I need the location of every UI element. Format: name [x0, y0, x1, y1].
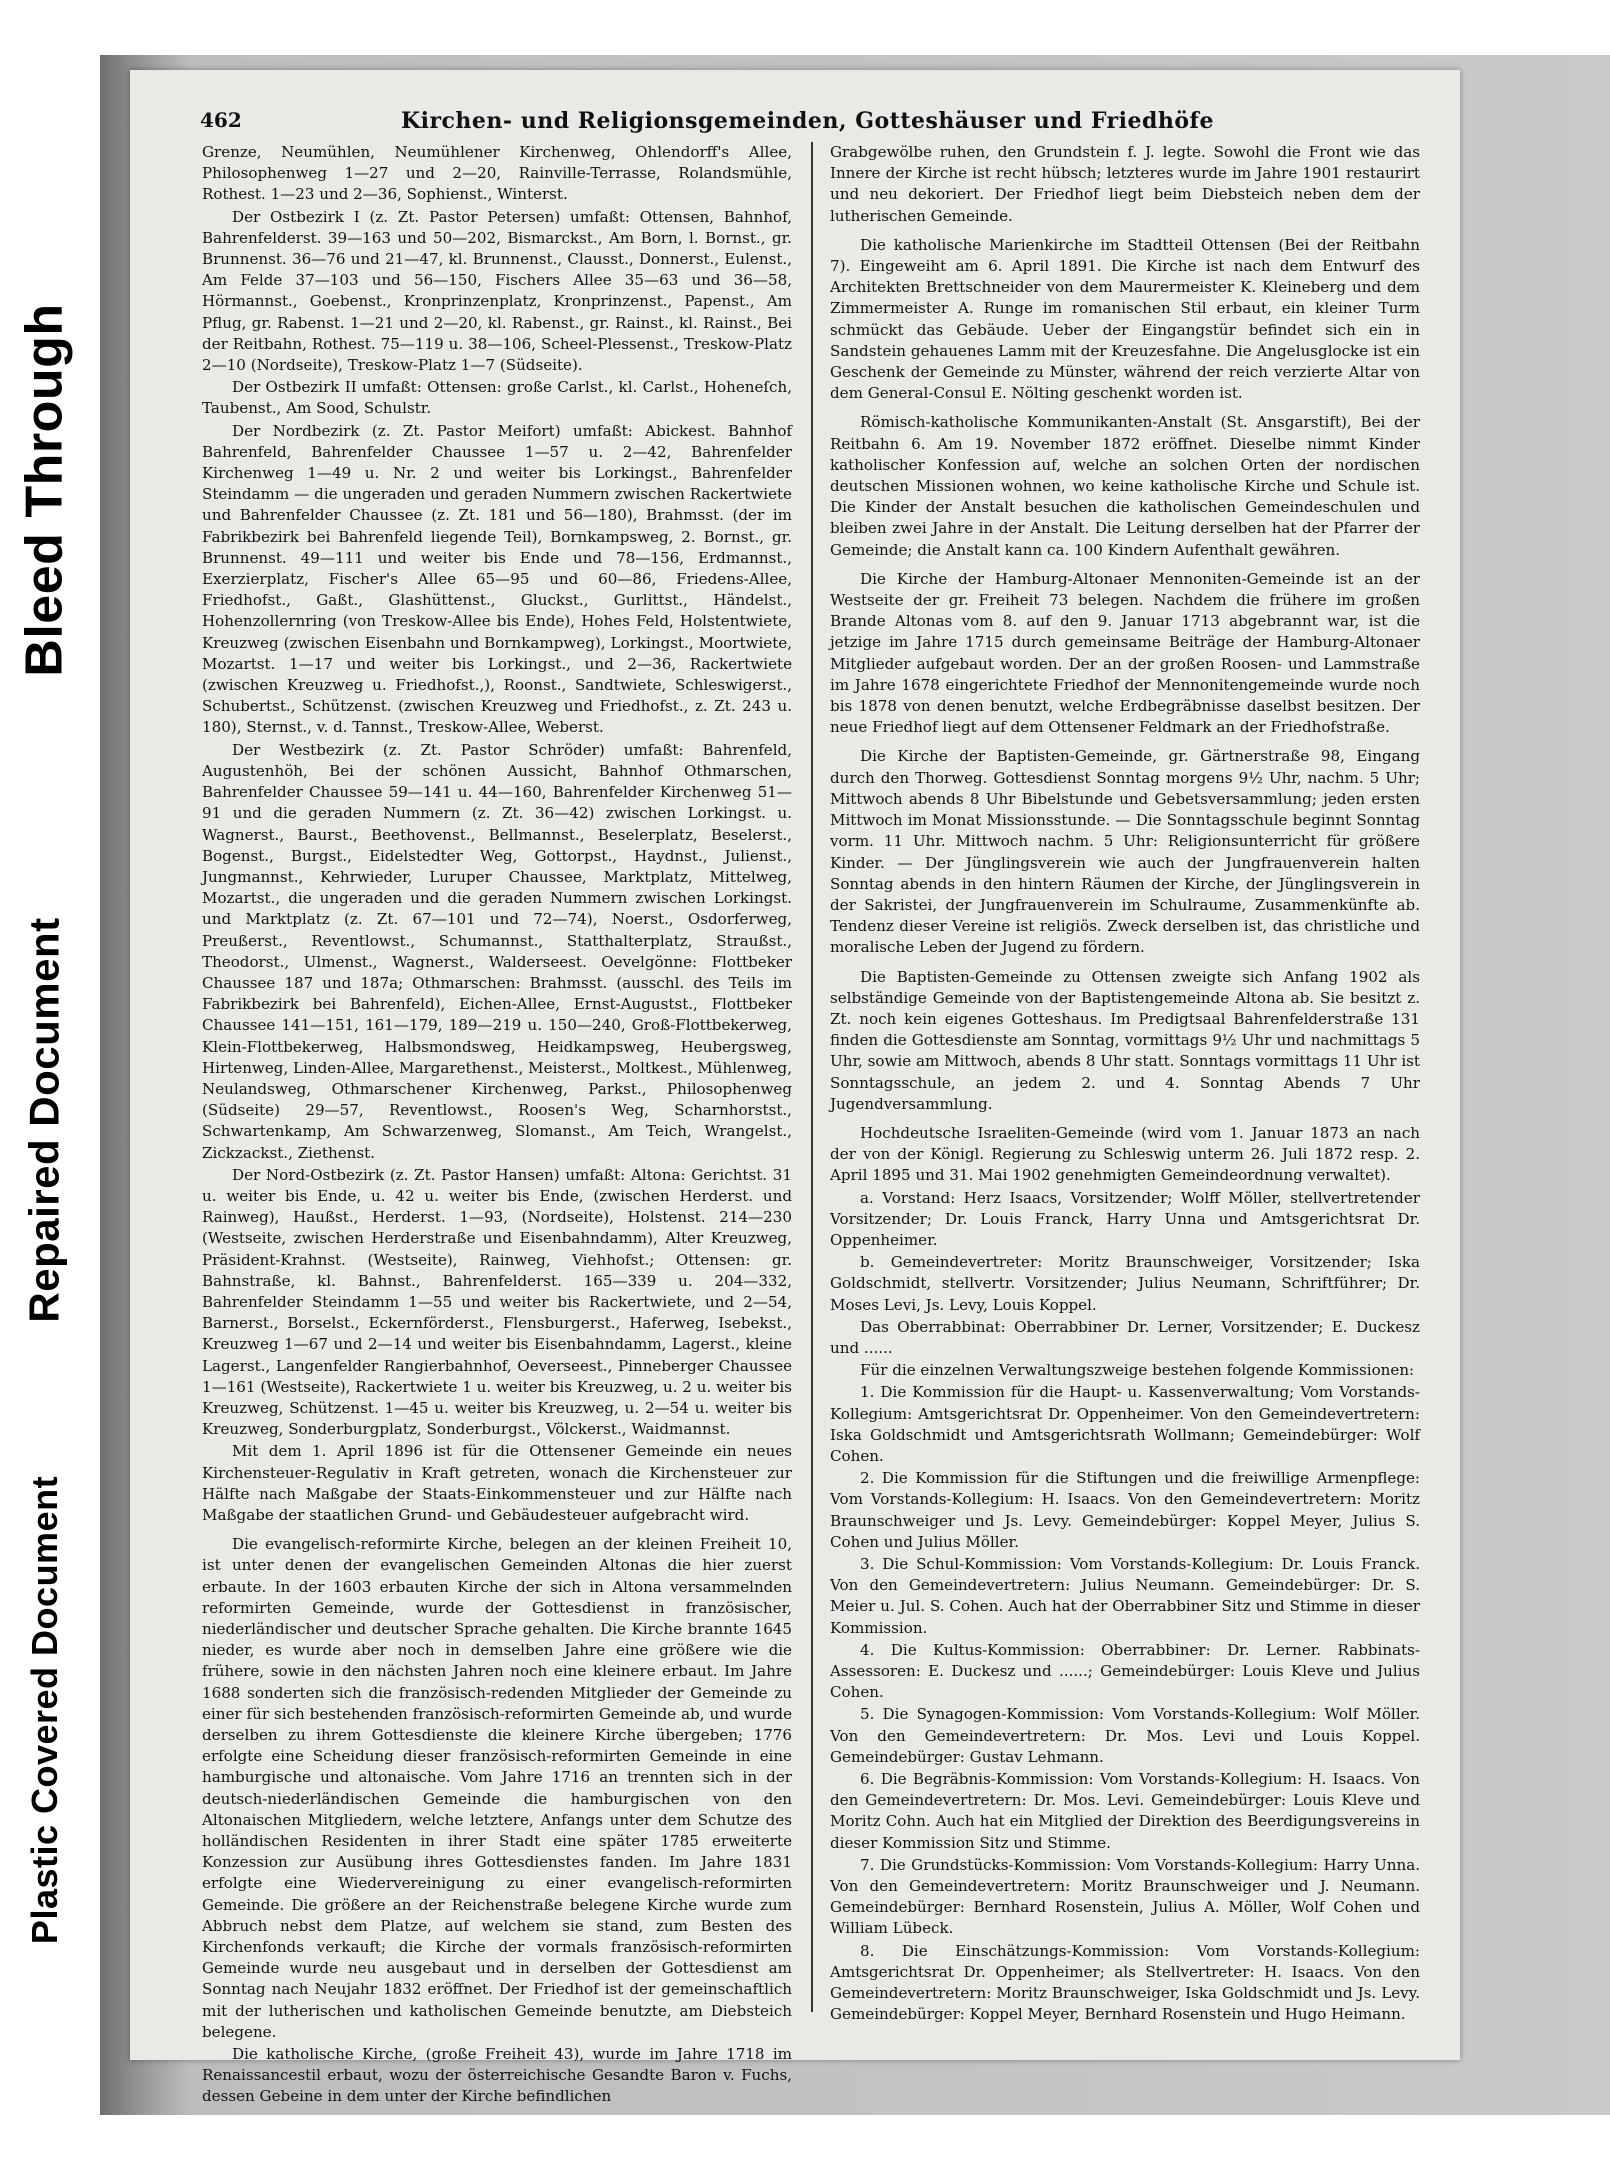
paragraph: Die katholische Marienkirche im Stadtteil Ottensen (Bei der Reitbahn 7). Eingeweiht am 6. April 1891. Die Kirche ist nach dem Entwurf des Architekten Brettschneider von dem Maurermeister K. Kleineberg und dem Zimmermeister A. Runge im romanischen Stil erbaut, ein kleiner Turm schmückt das Gebäude. Ueber der Eingangstür befindet sich ein in Sandstein gehauenes Lamm mit der Kreuzesfahne. Die Angelusglocke ist ein Geschenk der Gemeinde zu Münster, während der reich verzierte Altar von dem General-Consul E. Nölting geschenkt worden ist.	[830, 235, 1420, 403]
paragraph: Der Nord-Ostbezirk (z. Zt. Pastor Hansen) umfaßt: Altona: Gerichtst. 31 u. weiter bis Ende, u. 42 u. weiter bis Ende, (zwischen Herderst. und Rainweg), Haußst., Herderst. 1—93, (Nordseite), Holstenst. 214—230 (Westseite, zwischen Herderstraße und Eisenbahndamm), Alter Kreuzweg, Präsident-Krahnst. (Westseite), Rainweg, Viehhofst.; Ottensen: gr. Bahnstraße, kl. Bahnst., Bahrenfelderst. 165—339 u. 204—332, Bahrenfelder Steindamm 1—55 und weiter bis Rackertwiete, und 2—54, Barnerst., Borselst., Eckernförderst., Flensburgerst., Haferweg, Isebekst., Kreuzweg 1—67 und 2—14 und weiter bis Eisenbahndamm, Lagerst., kleine Lagerst., Langenfelder Rangierbahnhof, Oeverseest., Pinneberger Chaussee 1—161 (Westseite), Rackertwiete 1 u. weiter bis Kreuzweg, u. 2 u. weiter bis Kreuzweg, Schützenst. 1—45 u. weiter bis Kreuzweg, u. 2—54 u. weiter bis Kreuzweg, Sonderburgplatz, Sonderburgst., Völckerst., Waidmannst.	[202, 1165, 792, 1439]
paragraph: Grenze, Neumühlen, Neumühlener Kirchenweg, Ohlendorff's Allee, Philosophenweg 1—27 und 2—20, Rainville-Terrasse, Rolandsmühle, Rothest. 1—23 und 2—36, Sophienst., Winterst.	[202, 143, 792, 204]
paragraph: Das Oberrabbinat: Oberrabbiner Dr. Lerner, Vorsitzender; E. Duckesz und ......	[830, 1317, 1420, 1357]
left-column	[202, 142, 792, 2106]
paragraph: Der Ostbezirk I (z. Zt. Pastor Petersen) umfaßt: Ottensen, Bahnhof, Bahrenfelderst. 39—163 und 50—202, Bismarckst., Am Born, l. Bornst., gr. Brunnenst. 36—76 und 21—47, kl. Brunnenst., Clausst., Donnerst., Eulenst., Am Felde 37—103 und 56—150, Fischers Allee 35—63 und 36—58, Hörmannst., Goebenst., Kronprinzenplatz, Kronprinzenst., Papenst., Am Pflug, gr. Rabenst. 1—21 und 2—20, kl. Rabenst., gr. Rainst., kl. Rainst., Bei der Reitbahn, Rothest. 75—119 u. 38—106, Scheel-Plessenst., Treskow-Platz 2—10 (Nordseite), Treskow-Platz 1—7 (Südseite).	[202, 207, 792, 375]
plastic-covered-label: Plastic Covered Document	[24, 1475, 66, 1945]
right-column	[830, 142, 1420, 2022]
bleed-through-label: Bleed Through	[16, 303, 74, 677]
paragraph: Die Baptisten-Gemeinde zu Ottensen zweigte sich Anfang 1902 als selbständige Gemeinde von der Baptistengemeinde Altona ab. Sie besitzt z. Zt. noch kein eigenes Gotteshaus. Im Predigtsaal Bahrenfelderstraße 131 finden die Gottesdienste am Sonntag, vormittags 9½ Uhr und nachmittags 5 Uhr, sowie am Mittwoch, abends 8 Uhr statt. Sonntags vormittags 11 Uhr ist Sonntagsschule, an jedem 2. und 4. Sonntag Abends 7 Uhr Jugendversammlung.	[830, 967, 1420, 1113]
paragraph: 5. Die Synagogen-Kommission: Vom Vorstands-Kollegium: Wolf Möller. Von den Gemeindevertretern: Dr. Mos. Levi und Louis Koppel. Gemeindebürger: Gustav Lehmann.	[830, 1705, 1420, 1766]
paragraph: 6. Die Begräbnis-Kommission: Vom Vorstands-Kollegium: H. Isaacs. Von den Gemeindevertretern: Dr. Mos. Levi. Gemeindebürger: Louis Kleve und Moritz Cohn. Auch hat ein Mitglied der Direktion des Beerdigungsvereins in dieser Kommission Sitz und Stimme.	[830, 1770, 1420, 1852]
document-page	[130, 70, 1460, 2106]
paragraph: 2. Die Kommission für die Stiftungen und die freiwillige Armenpflege: Vom Vorstands-Kollegium: H. Isaacs. Von den Gemeindevertretern: Moritz Braunschweiger und Js. Levy. Gemeindebürger: Koppel Meyer, Julius S. Cohen und Julius Möller.	[830, 1469, 1420, 1551]
paragraph: b. Gemeindevertreter: Moritz Braunschweiger, Vorsitzender; Iska Goldschmidt, stellvertr. Vorsitzender; Julius Neumann, Schriftführer; Dr. Moses Levi, Js. Levy, Louis Koppel.	[830, 1253, 1420, 1314]
paragraph: Der Nordbezirk (z. Zt. Pastor Meifort) umfaßt: Abickest. Bahnhof Bahrenfeld, Bahrenfelder Chaussee 1—57 u. 2—42, Bahrenfelder Kirchenweg 1—49 u. Nr. 2 und weiter bis Lorkingst., Bahrenfelder Steindamm — die ungeraden und geraden Nummern zwischen Rackertwiete und Bahrenfelder Chaussee (z. Zt. 181 und 56—180), Brahmsst. (der im Fabrikbezirk bei Bahrenfeld liegende Teil), Bornkampsweg, 2. Bornst., gr. Brunnenst. 49—111 und weiter bis Ende und 78—156, Erdmannst., Exerzierplatz, Fischer's Allee 65—95 und 60—86, Friedens-Allee, Friedhofst., Gaßt., Glashüttenst., Gluckst., Gurlittst., Händelst., Hohenzollernring (von Treskow-Allee bis Ende), Hohes Feld, Holstentwiete, Kreuzweg (zwischen Eisenbahn und Bornkampweg), Lorkingst., Moortwiete, Mozartst. 1—17 und weiter bis Lorkingst., und 2—36, Rackertwiete (zwischen Kreuzweg u. Friedhofst.,), Roonst., Sandtwiete, Schleswigerst., Schubertst., Schützenst. (zwischen Kreuzweg und Friedhofst., z. Zt. 243 u. 180), Sternst., v. d. Tannst., Treskow-Allee, Weberst.	[202, 421, 792, 737]
paragraph: 8. Die Einschätzungs-Kommission: Vom Vorstands-Kollegium: Amtsgerichtsrat Dr. Oppenheimer; als Stellvertreter: H. Isaacs. Von den Gemeindevertretern: Moritz Braunschweiger, Iska Goldschmidt und Js. Levy. Gemeindebürger: Koppel Meyer, Bernhard Rosenstein und Hugo Heimann.	[830, 1941, 1420, 2024]
paragraph: 4. Die Kultus-Kommission: Oberrabbiner: Dr. Lerner. Rabbinats-Assessoren: E. Duckesz und ......; Gemeindebürger: Louis Kleve und Julius Cohen.	[830, 1640, 1420, 1702]
paragraph: Die katholische Kirche, (große Freiheit 43), wurde im Jahre 1718 im Renaissancestil erbaut, wozu der österreichische Gesandte Baron v. Fuchs, dessen Gebeine in dem unter der Kirche befindlichen	[202, 2045, 792, 2106]
paragraph: Grabgewölbe ruhen, den Grundstein f. J. legte. Sowohl die Front wie das Innere der Kirche ist recht hübsch; letzteres wurde im Jahre 1901 restaurirt und neu dekoriert. Der Friedhof liegt beim Diebsteich neben dem der lutherischen Gemeinde.	[830, 143, 1420, 225]
paragraph: Die Kirche der Hamburg-Altonaer Mennoniten-Gemeinde ist an der Westseite der gr. Freiheit 73 belegen. Nachdem die frühere im großen Brande Altonas vom 8. auf den 9. Januar 1713 abgebrannt war, ist die jetzige im Jahre 1715 durch gemeinsame Beiträge der Hamburg-Altonaer Mitglieder aufgebaut worden. Der an der großen Roosen- und Lammstraße im Jahre 1678 eingerichtete Friedhof der Mennonitengemeinde wurde noch bis 1878 von denen benutzt, welche Erdbegräbnisse daselbst besitzen. Der neue Friedhof liegt auf dem Ottensener Feldmark an der Friedhofstraße.	[830, 569, 1420, 737]
paragraph: Die evangelisch-reformirte Kirche, belegen an der kleinen Freiheit 10, ist unter denen der evangelischen Gemeinden Altonas die hier zuerst erbaute. In der 1603 erbauten Kirche der sich in Altona versammelnden reformirten Gemeinde, wurde der Gottesdienst in französischer, niederländischer und deutscher Sprache gehalten. Die Kirche brannte 1645 nieder, es wurde aber noch in demselben Jahre eine größere wie die frühere, sowie in den nächsten Jahren noch eine kleinere erbaut. Im Jahre 1688 sonderten sich die französisch-redenden Mitglieder der Gemeinde zu einer für sich bestehenden französisch-reformirten Gemeinde ab, und wurde derselben zu ihrem Gottesdienste die kleinere Kirche übergeben; 1776 erfolgte eine Scheidung dieser französisch-reformirten Gemeinde in eine hamburgische und altonaische. Vom Jahre 1716 an trennten sich in der deutsch-niederländischen Gemeinde die hamburgischen von den Altonaischen Mitgliedern, welche letztere, Anfangs unter dem Schutze des holländischen Residenten in ihrer Stadt eine später 1785 erweiterte Konzession zur Ausübung ihres Gottesdienstes fanden. Im Jahre 1831 erfolgte eine Wiedervereinigung zu einer evangelisch-reformirten Gemeinde. Die größere an der Reichenstraße belegene Kirche wurde zum Abbruch nebst dem Platze, auf welchem sie stand, zum Besten des Kirchenfonds verkauft; die Kirche der vormals französisch-reformirten Gemeinde wurde neu ausgebaut und in derselben der Gottesdienst am Sonntag nach Neujahr 1832 eröffnet. Der Friedhof ist der gemeinschaftlich mit der lutherischen und katholischen Gemeinde benutzte, am Diebsteich belegene.	[202, 1535, 792, 2041]
page-number: 462	[200, 108, 242, 132]
paragraph: Hochdeutsche Israeliten-Gemeinde (wird vom 1. Januar 1873 an nach der von der Königl. Regierung zu Schleswig unterm 26. Juli 1872 resp. 2. April 1895 und 31. Mai 1902 genehmigten Gemeindeordnung verwaltet).	[830, 1123, 1420, 1185]
paragraph: 7. Die Grundstücks-Kommission: Vom Vorstands-Kollegium: Harry Unna. Von den Gemeindevertretern: Moritz Braunschweiger und J. Neumann. Gemeindebürger: Bernhard Rosenstein, Julius A. Möller, Wolf Cohen und William Lübeck.	[830, 1855, 1420, 1938]
paragraph: 1. Die Kommission für die Haupt- u. Kassenverwaltung; Vom Vorstands-Kollegium: Amtsgerichtsrat Dr. Oppenheimer. Von den Gemeindevertretern: Iska Goldschmidt und Amtsgerichtsrath Wollmann; Gemeindebürger: Wolf Cohen.	[830, 1383, 1420, 1465]
column-divider	[811, 142, 813, 2012]
paragraph: Für die einzelnen Verwaltungszweige bestehen folgende Kommissionen:	[860, 1361, 1415, 1380]
paragraph: Der Westbezirk (z. Zt. Pastor Schröder) umfaßt: Bahrenfeld, Augustenhöh, Bei der schönen Aussicht, Bahnhof Othmarschen, Bahrenfelder Chaussee 59—141 u. 44—160, Bahrenfelder Kirchenweg 51—91 und die geraden Nummern (z. Zt. 36—42) zwischen Lorkingst. u. Wagnerst., Baurst., Beethovenst., Bellmannst., Beselerplatz, Beselerst., Bogenst., Burgst., Eidelstedter Weg, Gottorpst., Haydnst., Julienst., Jungmannst., Kehrwieder, Luruper Chaussee, Marktplatz, Mittelweg, Mozartst., die ungeraden und die geraden Nummern zwischen Lorkingst. und Marktplatz (z. Zt. 67—101 und 72—74), Noerst., Osdorferweg, Preußerst., Reventlowst., Schumannst., Statthalterplatz, Straußst., Theodorst., Ulmenst., Wagnerst., Walderseest. Oevelgönne: Flottbeker Chaussee 187 und 187a; Othmarschen: Brahmsst. (ausschl. des Teils im Fabrikbezirk bei Bahrenfeld), Eichen-Allee, Ernst-Augustst., Flottbeker Chaussee 141—151, 161—179, 189—219 u. 150—240, Groß-Flottbekerweg, Klein-Flottbekerweg, Halbsmondsweg, Heidkampsweg, Heubergsweg, Hirtenweg, Linden-Allee, Margarethenst., Meisterst., Moltkest., Mühlenweg, Neulandsweg, Othmarschener Kirchenweg, Parkst., Philosophenweg (Südseite) 29—57, Reventlowst., Roosen's Weg, Scharnhorstst., Schwartenkamp, Am Schwarzenweg, Slomanst., Am Teich, Wrangelst., Zickzackst., Ziethenst.	[202, 740, 792, 1162]
page-header	[200, 108, 1415, 144]
paragraph: Mit dem 1. April 1896 ist für die Ottensener Gemeinde ein neues Kirchensteuer-Regulativ in Kraft getreten, wonach die Kirchensteuer zur Hälfte nach Maßgabe der Staats-Einkommensteuer und zur Hälfte nach Maßgabe der staatlichen Grund- und Gebäudesteuer aufgebracht wird.	[202, 1442, 792, 1524]
paragraph: 3. Die Schul-Kommission: Vom Vorstands-Kollegium: Dr. Louis Franck. Von den Gemeindevertretern: Julius Neumann. Gemeindebürger: Dr. S. Meier u. Jul. S. Cohen. Auch hat der Oberrabbiner Sitz und Stimme in dieser Kommission.	[830, 1555, 1420, 1637]
paragraph: Der Ostbezirk II umfaßt: Ottensen: große Carlst., kl. Carlst., Hoheneſch, Taubenst., Am Sood, Schulstr.	[202, 378, 792, 418]
paragraph: Römisch-katholische Kommunikanten-Anstalt (St. Ansgarstift), Bei der Reitbahn 6. Am 19. November 1872 eröffnet. Dieselbe nimmt Kinder katholischer Konfession auf, welche an solchen Orten der nordischen deutschen Missionen wohnen, wo keine katholische Kirche und Schule ist. Die Kinder der Anstalt besuchen die katholischen Gemeindeschulen und bleiben zwei Jahre in der Anstalt. Die Leitung derselben hat der Pfarrer der Gemeinde; die Anstalt kann ca. 100 Kindern Aufenthalt gewähren.	[830, 413, 1420, 559]
page-title: Kirchen- und Religionsgemeinden, Gotteshäuser und Friedhöfe	[400, 108, 1215, 134]
paragraph: a. Vorstand: Herz Isaacs, Vorsitzender; Wolff Möller, stellvertretender Vorsitzender; Dr. Louis Franck, Harry Unna und Amtsgerichtsrat Dr. Oppenheimer.	[830, 1188, 1420, 1249]
paragraph: Die Kirche der Baptisten-Gemeinde, gr. Gärtnerstraße 98, Eingang durch den Thorweg. Gottesdienst Sonntag morgens 9½ Uhr, nachm. 5 Uhr; Mittwoch abends 8 Uhr Bibelstunde und Gebetsversammlung; jeden ersten Mittwoch im Monat Missionsstunde. — Die Sonntagsschule beginnt Sonntag vorm. 11 Uhr. Mittwoch nachm. 5 Uhr: Religionsunterricht für größere Kinder. — Der Jünglingsverein wie auch der Jungfrauenverein halten Sonntag abends in den hintern Räumen der Kirche, der Jünglingsverein in der Sakristei, der Jungfrauenverein im Schulraume, Zusammenkünfte ab. Tendenz dieser Vereine ist religiös. Zweck derselben ist, das christliche und moralische Leben der Jugend zu fördern.	[830, 747, 1420, 957]
repaired-document-label: Repaired Document	[21, 917, 68, 1323]
